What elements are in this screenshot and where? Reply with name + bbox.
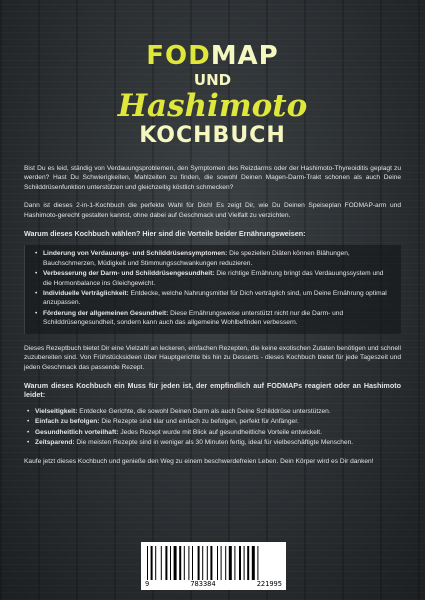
title-kochbuch: KOCHBUCH bbox=[139, 123, 286, 148]
barcode-bar bbox=[161, 546, 162, 580]
benefits-box bbox=[24, 245, 401, 333]
benefit-text: Die speziellen Diäten können Blähungen, Bauchschmerzen, Müdigkeit und Stimmungsschwankungen reduzieren. bbox=[43, 250, 350, 267]
barcode-bars bbox=[145, 546, 282, 580]
barcode-bar bbox=[229, 546, 232, 580]
barcode-number bbox=[145, 580, 282, 588]
barcode-digit-1: 9 bbox=[145, 580, 150, 588]
barcode-bar bbox=[234, 546, 235, 580]
benefit-term: Linderung von Verdauungs- und Schilddrüsensymptomen: bbox=[43, 250, 228, 258]
barcode-bar bbox=[192, 546, 193, 580]
barcode-bar bbox=[170, 546, 171, 580]
barcode-bar bbox=[247, 546, 249, 580]
benefits-heading: Warum dieses Kochbuch wählen? Hier sind die Vorteile beider Ernährungsweisen: bbox=[24, 229, 306, 239]
barcode-bar bbox=[225, 546, 226, 580]
barcode-bar bbox=[198, 546, 200, 580]
title-und: UND bbox=[193, 71, 232, 89]
barcode-bar bbox=[147, 546, 148, 580]
title-map: MAP bbox=[210, 41, 279, 71]
feature-term: Gesundheitlich vorteilhaft: bbox=[35, 428, 119, 436]
barcode-bar bbox=[179, 546, 181, 580]
benefit-term: Verbesserung der Darm- und Schilddrüsengesundheit: bbox=[43, 270, 215, 278]
benefit-term: Förderung der allgemeinen Gesundheit: bbox=[43, 309, 169, 317]
intro-paragraph-2: Dann ist dieses 2-in-1-Kochbuch die perfekte Wahl für Dich! Es zeigt Dir, wie Du Deinen Speiseplan FODMAP-arm und Hashimoto-gerecht gestalten kannst, ohne dabei auf Geschmack und Vielfalt zu verzichten. bbox=[24, 202, 401, 219]
barcode-bar bbox=[155, 546, 156, 580]
benefits-list bbox=[35, 249, 393, 327]
list-item bbox=[43, 269, 393, 288]
list-item bbox=[35, 438, 401, 447]
isbn-barcode bbox=[141, 542, 286, 590]
benefit-text: Diese Ernährungsweise unterstützt nicht nur die Darm- und Schilddrüsengesundheit, sondern kann auch das allgemeine Wohlbefinden verbessern. bbox=[43, 309, 344, 327]
list-item bbox=[35, 407, 401, 416]
closing-paragraph: Kaufe jetzt dieses Kochbuch und genieße den Weg zu einem beschwerdefreien Leben. Dein Körper wird es Dir danken! bbox=[24, 458, 374, 466]
title-hashimoto: Hashimoto bbox=[117, 88, 308, 124]
list-item bbox=[35, 417, 401, 426]
barcode-bar bbox=[221, 546, 222, 580]
feature-text: Die Rezepte sind klar und einfach zu befolgen, perfekt für Anfänger. bbox=[99, 418, 299, 426]
benefit-term: Individuelle Verträglichkeit: bbox=[43, 290, 129, 298]
title-fod: FOD bbox=[146, 41, 211, 71]
feature-term: Vielseitigkeit: bbox=[35, 407, 78, 415]
barcode-bar bbox=[244, 546, 245, 580]
barcode-bar bbox=[217, 546, 218, 580]
barcode-bar bbox=[188, 546, 189, 580]
feature-term: Zeitsparend: bbox=[35, 438, 75, 446]
title-fodmap bbox=[0, 42, 425, 70]
feature-text: Jedes Rezept wurde mit Blick auf gesundheitliche Vorteile entwickelt. bbox=[118, 428, 322, 436]
list-item bbox=[43, 249, 393, 268]
barcode-bar bbox=[151, 546, 153, 580]
barcode-bar bbox=[165, 546, 167, 580]
barcode-bar bbox=[252, 546, 255, 580]
barcode-digits-2: 783384 bbox=[190, 580, 216, 588]
barcode-bar bbox=[239, 546, 241, 580]
back-cover-text bbox=[24, 164, 401, 476]
recipes-paragraph: Dieses Rezeptbuch bietet Dir eine Vielzahl an leckeren, einfachen Rezepten, die keine exotischen Zutaten benötigen und schnell zuzubereiten sind. Von Frühstücksideen über Hauptgerichte bis hin zu Desserts - dieses Kochbuch bietet für jede Tageszeit und jeden Geschmack das passende Rezept. bbox=[24, 344, 401, 371]
barcode-bar bbox=[174, 546, 177, 580]
book-title bbox=[0, 42, 425, 149]
must-heading: Warum dieses Kochbuch ein Muss für jeden ist, der empfindlich auf FODMAPs reagiert oder an Hashimoto leidet: bbox=[24, 380, 401, 400]
benefit-text: Entdecke, welche Nahrungsmittel für Dich verträglich sind, um Deine Ernährung optimal anzupassen. bbox=[43, 290, 387, 307]
barcode-bar bbox=[184, 546, 185, 580]
features-list bbox=[24, 407, 401, 448]
barcode-bar bbox=[257, 546, 258, 580]
feature-text: Entdecke Gerichte, die sowohl Deinen Darm als auch Deine Schilddrüse unterstützen. bbox=[77, 407, 331, 415]
barcode-digits-3: 221995 bbox=[256, 580, 282, 588]
feature-term: Einfach zu befolgen: bbox=[35, 418, 100, 426]
list-item bbox=[43, 289, 393, 308]
barcode-bar bbox=[202, 546, 203, 580]
barcode-bar bbox=[210, 546, 212, 580]
barcode-bar bbox=[207, 546, 208, 580]
feature-text: Die meisten Rezepte sind in weniger als 30 Minuten fertig, ideal für vielbeschäftigte Menschen. bbox=[74, 438, 354, 446]
list-item bbox=[43, 309, 393, 328]
intro-paragraph-1: Bist Du es leid, ständig von Verdauungsproblemen, den Symptomen des Reizdarms oder der Hashimoto-Thyreoiditis geplagt zu werden? Hast Du Schwierigkeiten, Mahlzeiten zu finden, die sowohl Deinen Magen-Darm-Trakt schonen als auch Deine Schilddrüsenfunktion unterstützen und gleichzeitig köstlich schmecken? bbox=[24, 165, 401, 191]
list-item bbox=[35, 428, 401, 437]
benefit-text: Die richtige Ernährung bringt das Verdauungssystem und die Hormonbalance ins Gleichgewicht. bbox=[43, 270, 384, 287]
